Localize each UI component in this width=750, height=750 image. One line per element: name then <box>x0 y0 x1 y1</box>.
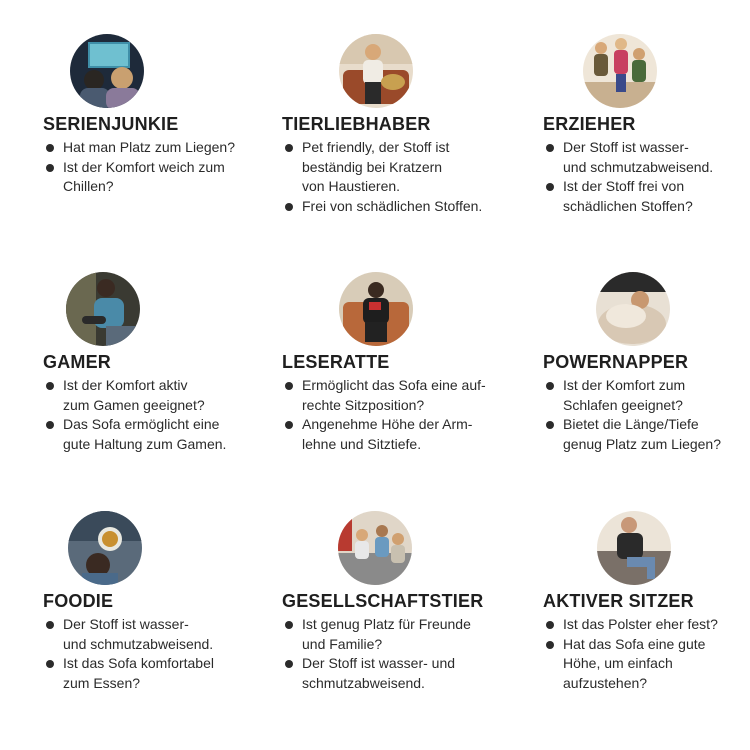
bullet-text: Hat das Sofa eine gute Höhe, um einfach aufzustehen? <box>563 635 706 691</box>
bullet-dot <box>46 660 54 668</box>
bullet-dot <box>46 421 54 429</box>
bullet-text: Bietet die Länge/Tiefe genug Platz zum Liegen? <box>563 416 721 452</box>
gamer-photo <box>66 272 140 346</box>
bullet-dot <box>285 621 293 629</box>
bullet-item <box>543 177 750 216</box>
card-title: FOODIE <box>43 591 114 611</box>
bullet-dot <box>285 382 293 390</box>
serienjunkie-photo <box>70 34 144 108</box>
bullet-item <box>43 654 258 693</box>
bullet-dot <box>546 421 554 429</box>
bullet-text: Frei von schädlichen Stoffen. <box>302 197 483 214</box>
card-title: TIERLIEBHABER <box>282 114 431 134</box>
bullet-dot <box>46 621 54 629</box>
bullet-dot <box>285 144 293 152</box>
bullet-list <box>282 138 497 216</box>
bullet-dot <box>285 421 293 429</box>
bullet-item <box>543 615 750 635</box>
bullet-dot <box>46 144 54 152</box>
powernapper-photo <box>596 272 670 346</box>
bullet-list <box>543 376 750 454</box>
bullet-text: Ist genug Platz für Freunde und Familie? <box>302 616 471 652</box>
bullet-item <box>282 138 497 197</box>
bullet-dot <box>546 144 554 152</box>
card-title: GESELLSCHAFTSTIER <box>282 591 484 611</box>
bullet-dot <box>46 382 54 390</box>
leseratte-photo <box>339 272 413 346</box>
card-title: SERIENJUNKIE <box>43 114 179 134</box>
bullet-text: Der Stoff ist wasser- und schmutzabweisend. <box>563 139 714 175</box>
bullet-item <box>543 376 750 415</box>
bullet-list <box>282 376 497 454</box>
bullet-text: Ist der Komfort weich zum Chillen? <box>63 158 225 194</box>
bullet-item <box>43 138 258 158</box>
bullet-dot <box>546 641 554 649</box>
card-title: ERZIEHER <box>543 114 636 134</box>
bullet-text: Ermöglicht das Sofa eine auf- rechte Sitzposition? <box>302 377 486 413</box>
bullet-item <box>282 376 497 415</box>
foodie-photo <box>68 511 142 585</box>
card-title: AKTIVER SITZER <box>543 591 694 611</box>
bullet-list <box>543 615 750 693</box>
bullet-text: Das Sofa ermöglicht eine gute Haltung zum Gamen. <box>63 416 227 452</box>
card-title: POWERNAPPER <box>543 352 689 372</box>
bullet-dot <box>46 164 54 172</box>
bullet-list <box>43 615 258 693</box>
bullet-text: Ist der Komfort zum Schlafen geeignet? <box>563 377 686 413</box>
erzieher-photo <box>583 34 657 108</box>
bullet-item <box>43 158 258 197</box>
card-title: GAMER <box>43 352 111 372</box>
bullet-item <box>543 635 750 694</box>
bullet-dot <box>285 203 293 211</box>
bullet-item <box>282 197 497 217</box>
bullet-item <box>282 654 497 693</box>
bullet-item <box>282 415 497 454</box>
bullet-dot <box>546 382 554 390</box>
gesellschaftstier-photo <box>338 511 412 585</box>
bullet-item <box>43 615 258 654</box>
card-title: LESERATTE <box>282 352 390 372</box>
bullet-list <box>43 376 258 454</box>
bullet-text: Der Stoff ist wasser- und schmutzabweisend. <box>63 616 214 652</box>
bullet-text: Angenehme Höhe der Arm- lehne und Sitztiefe. <box>302 416 473 452</box>
bullet-item <box>43 415 258 454</box>
bullet-list <box>543 138 750 216</box>
bullet-item <box>543 138 750 177</box>
bullet-text: Ist der Komfort aktiv zum Gamen geeignet? <box>63 377 205 413</box>
bullet-item <box>543 415 750 454</box>
aktiver-sitzer-photo <box>597 511 671 585</box>
bullet-list <box>282 615 497 693</box>
bullet-item <box>282 615 497 654</box>
bullet-dot <box>285 660 293 668</box>
tierliebhaber-photo <box>339 34 413 108</box>
bullet-text: Hat man Platz zum Liegen? <box>63 139 235 155</box>
bullet-text: Der Stoff ist wasser- und schmutzabweisend. <box>302 655 456 691</box>
bullet-dot <box>546 621 554 629</box>
bullet-text: Ist das Polster eher fest? <box>563 616 718 632</box>
bullet-text: Ist das Sofa komfortabel zum Essen? <box>63 655 214 691</box>
bullet-text: Ist der Stoff frei von schädlichen Stoffen? <box>563 178 693 214</box>
bullet-list <box>43 138 258 197</box>
bullet-dot <box>546 183 554 191</box>
bullet-text: Pet friendly, der Stoff ist beständig bei Kratzern von Haustieren. <box>302 139 450 194</box>
bullet-item <box>43 376 258 415</box>
